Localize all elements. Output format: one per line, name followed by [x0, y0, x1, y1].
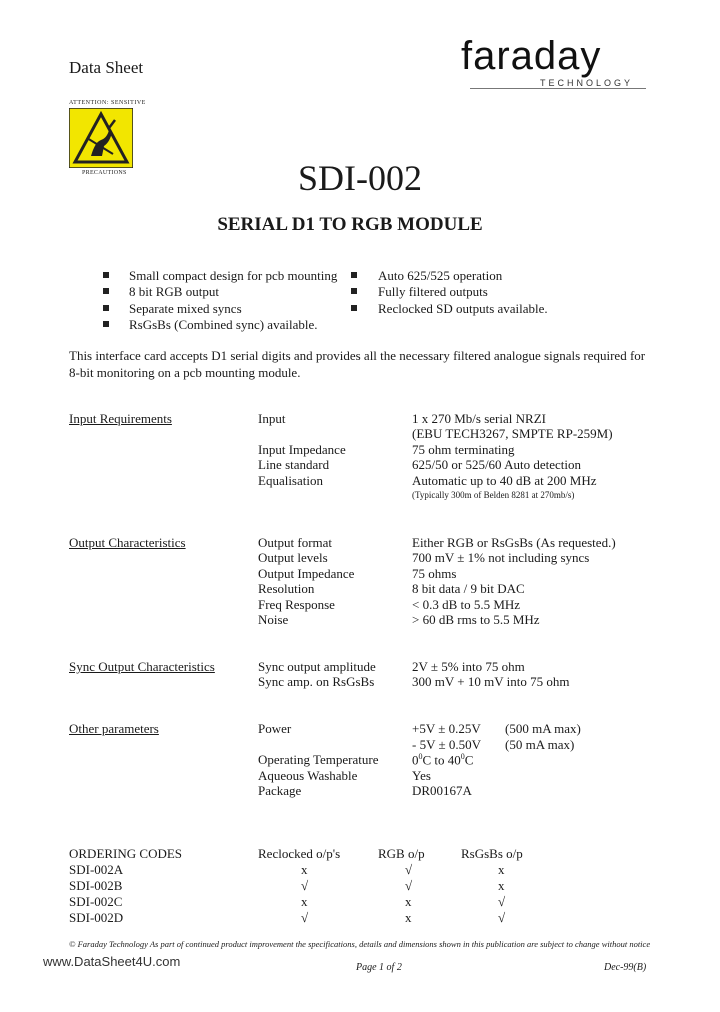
- esd-caption-top: ATTENTION: SENSITIVE: [69, 100, 146, 106]
- feature-item: RsGsBs (Combined sync) available.: [129, 317, 318, 332]
- feature-item: Small compact design for pcb mounting: [129, 268, 338, 283]
- spec-value: 8 bit data / 9 bit DAC: [412, 581, 525, 596]
- spec-value: - 5V ± 0.50V: [412, 737, 482, 752]
- spec-label: Output levels: [258, 550, 328, 565]
- degree-sup: 0: [418, 752, 423, 761]
- faraday-logo-sub: TECHNOLOGY: [540, 78, 634, 88]
- spec-value: 625/50 or 525/60 Auto detection: [412, 457, 581, 472]
- spec-label: Package: [258, 783, 302, 798]
- watermark-link[interactable]: www.DataSheet4U.com: [43, 954, 181, 969]
- spec-label: Line standard: [258, 457, 330, 472]
- bullet-icon: [351, 305, 357, 311]
- revision-date: Dec-99(B): [604, 962, 647, 973]
- temp-mid: C to 40: [422, 752, 461, 768]
- logo-rule: [470, 88, 646, 89]
- spec-label: Power: [258, 721, 292, 736]
- esd-caption-bottom: PRECAUTIONS: [82, 170, 127, 176]
- feature-item: Separate mixed syncs: [129, 301, 242, 316]
- spec-extra: (50 mA max): [505, 737, 575, 752]
- section-heading-output: Output Characteristics: [69, 535, 186, 550]
- spec-label: Operating Temperature: [258, 752, 379, 767]
- bullet-icon: [103, 305, 109, 311]
- spec-value: +5V ± 0.25V: [412, 721, 481, 736]
- spec-value: DR00167A: [412, 783, 472, 798]
- section-heading-input: Input Requirements: [69, 411, 172, 426]
- ordering-header: Reclocked o/p's: [258, 846, 341, 861]
- product-subtitle: SERIAL D1 TO RGB MODULE: [217, 214, 483, 235]
- ordering-cell: √: [498, 894, 506, 909]
- ordering-cell: x: [405, 910, 412, 925]
- ordering-header: ORDERING CODES: [69, 846, 183, 861]
- ordering-cell: √: [301, 878, 309, 893]
- bullet-icon: [351, 272, 357, 278]
- spec-label: Equalisation: [258, 473, 323, 488]
- spec-value: 700 mV ± 1% not including syncs: [412, 550, 590, 565]
- spec-label: Output Impedance: [258, 566, 355, 581]
- bullet-icon: [103, 288, 109, 294]
- ordering-cell: √: [498, 910, 506, 925]
- spec-extra: (500 mA max): [505, 721, 581, 736]
- spec-value: 1 x 270 Mb/s serial NRZI: [412, 411, 546, 426]
- spec-value: Yes: [412, 768, 431, 783]
- spec-note: (Typically 300m of Belden 8281 at 270mb/s): [412, 490, 575, 500]
- bullet-icon: [103, 321, 109, 327]
- feature-item: Auto 625/525 operation: [378, 268, 503, 283]
- ordering-header: RGB o/p: [378, 846, 425, 861]
- spec-label: Freq Response: [258, 597, 335, 612]
- ordering-cell: x: [498, 862, 505, 877]
- spec-label: Aqueous Washable: [258, 768, 358, 783]
- spec-value: 300 mV + 10 mV into 75 ohm: [412, 674, 570, 689]
- spec-label: Resolution: [258, 581, 315, 596]
- ordering-cell: √: [301, 910, 309, 925]
- faraday-logo: faraday: [461, 34, 602, 78]
- temp-unit: C: [464, 752, 474, 768]
- spec-label: Output format: [258, 535, 333, 550]
- section-heading-other: Other parameters: [69, 721, 159, 736]
- bullet-icon: [351, 288, 357, 294]
- degree-sup: 0: [460, 752, 465, 761]
- intro-paragraph: This interface card accepts D1 serial digits and provides all the necessary filtered analogue signals required for 8-bit monitoring on a pcb mounting module.: [69, 348, 646, 380]
- feature-item: Fully filtered outputs: [378, 284, 488, 299]
- spec-label: Input: [258, 411, 286, 426]
- spec-value: 2V ± 5% into 75 ohm: [412, 659, 525, 674]
- ordering-cell: x: [405, 894, 412, 909]
- spec-value: Either RGB or RsGsBs (As requested.): [412, 535, 616, 550]
- ordering-cell: √: [405, 878, 413, 893]
- temp-min: 0: [412, 752, 419, 768]
- spec-value: Automatic up to 40 dB at 200 MHz: [412, 473, 597, 488]
- spec-value: (EBU TECH3267, SMPTE RP-259M): [412, 426, 613, 441]
- ordering-cell: x: [498, 878, 505, 893]
- spec-label: Sync output amplitude: [258, 659, 376, 674]
- ordering-code: SDI-002B: [69, 878, 123, 893]
- page-number: Page 1 of 2: [356, 962, 402, 973]
- feature-item: Reclocked SD outputs available.: [378, 301, 548, 316]
- product-code: SDI-002: [298, 158, 422, 198]
- bullet-icon: [103, 272, 109, 278]
- spec-label: Noise: [258, 612, 289, 627]
- ordering-cell: x: [301, 862, 308, 877]
- ordering-code: SDI-002C: [69, 894, 123, 909]
- spec-value: 75 ohm terminating: [412, 442, 515, 457]
- feature-item: 8 bit RGB output: [129, 284, 219, 299]
- page-title: Data Sheet: [69, 58, 144, 77]
- spec-value: 75 ohms: [412, 566, 457, 581]
- spec-value-temperature: [412, 752, 473, 768]
- spec-value: < 0.3 dB to 5.5 MHz: [412, 597, 521, 612]
- ordering-code: SDI-002D: [69, 910, 124, 925]
- ordering-cell: x: [301, 894, 308, 909]
- spec-value: > 60 dB rms to 5.5 MHz: [412, 612, 540, 627]
- ordering-cell: √: [405, 862, 413, 877]
- ordering-code: SDI-002A: [69, 862, 124, 877]
- copyright-note: © Faraday Technology As part of continued product improvement the specifications, details and dimensions shown in this publication are subject to change without notice: [69, 939, 651, 949]
- section-heading-sync: Sync Output Characteristics: [69, 659, 215, 674]
- spec-label: Input Impedance: [258, 442, 346, 457]
- ordering-header: RsGsBs o/p: [461, 846, 523, 861]
- spec-label: Sync amp. on RsGsBs: [258, 674, 375, 689]
